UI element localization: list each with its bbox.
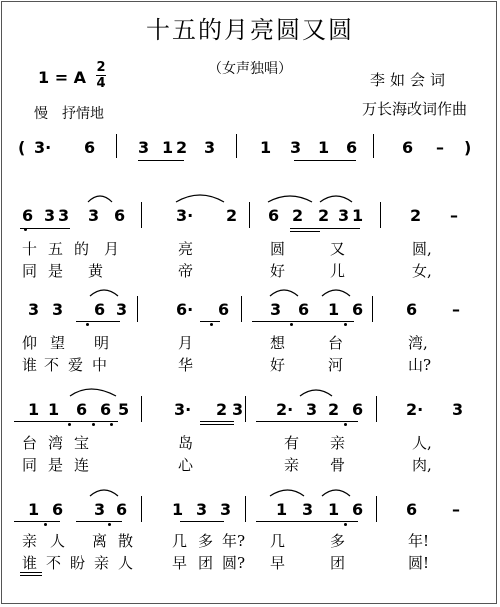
lyric: 湾, <box>408 334 428 352</box>
lyric: 台 <box>328 334 344 352</box>
lyric: 山? <box>408 356 432 374</box>
lyric: 亲 <box>22 532 38 550</box>
underline-beam <box>256 421 358 422</box>
note: 5 <box>118 400 130 419</box>
system-4-lyrics-verse-2 <box>12 552 488 570</box>
note: 3 <box>338 206 350 225</box>
note: 3 <box>306 400 318 419</box>
lyric: 黄 <box>88 262 104 280</box>
underline-beam <box>200 421 234 422</box>
lyric: 岛 <box>178 434 194 452</box>
lyric: 心 <box>178 456 194 474</box>
key-signature: 1 = A <box>38 68 87 87</box>
lyric: 早 <box>172 554 188 572</box>
intro-note: 3 <box>290 138 302 157</box>
lyric: 帝 <box>178 262 194 280</box>
note: 6 <box>406 500 418 519</box>
note: 2 <box>410 206 422 225</box>
barline <box>236 134 237 158</box>
intro-note: 6 <box>346 138 358 157</box>
note: 3 <box>52 300 64 319</box>
lyric: 谁 <box>22 554 38 572</box>
lyric: 人 <box>118 554 134 572</box>
system-4-notes <box>12 500 488 520</box>
lyric: 早 <box>270 554 286 572</box>
note: 1 <box>172 500 184 519</box>
intro-note: 2 <box>176 138 188 157</box>
note: 2 <box>226 206 238 225</box>
note: 1 <box>328 500 340 519</box>
low-octave-dot <box>344 523 347 526</box>
lyric: 想 <box>270 334 286 352</box>
performance-note: （女声独唱） <box>208 61 292 77</box>
lyric: 宝 <box>74 434 90 452</box>
note: 3 <box>44 206 56 225</box>
note: 2 <box>216 400 228 419</box>
barline <box>141 496 142 522</box>
low-octave-dot <box>210 323 213 326</box>
barline <box>376 496 377 522</box>
underline-beam <box>200 424 234 425</box>
note: 6 <box>116 500 128 519</box>
system-2-lyrics-verse-2 <box>12 354 488 372</box>
note: 6 <box>114 206 126 225</box>
note: 6 <box>268 206 280 225</box>
note: 3 <box>220 500 232 519</box>
lyric: 湾 <box>48 434 64 452</box>
low-octave-dot <box>92 423 95 426</box>
time-signature-bottom: 4 <box>96 76 106 91</box>
time-signature-top: 2 <box>96 60 106 75</box>
lyric: 明 <box>94 334 110 352</box>
lyric: 是 <box>48 262 64 280</box>
lyric-underline <box>20 572 42 573</box>
note: 1 <box>48 400 60 419</box>
song-title: 十五的月亮圆又圆 <box>146 16 354 44</box>
lyric: 华 <box>178 356 194 374</box>
lyric: 女, <box>412 262 432 280</box>
note: 6 <box>352 400 364 419</box>
note: 3· <box>174 400 192 419</box>
underline-beam <box>76 521 122 522</box>
system-3-lyrics-verse-2 <box>12 454 488 472</box>
intro-note: 1 <box>318 138 330 157</box>
lyric: 亲 <box>94 554 110 572</box>
lyric: 团 <box>198 554 214 572</box>
note: – <box>452 300 460 319</box>
lyric: 几 <box>270 532 286 550</box>
system-1-lyrics-verse-2 <box>12 260 488 278</box>
barline <box>116 134 117 158</box>
note: 6 <box>100 400 112 419</box>
note: 6· <box>176 300 194 319</box>
lyric: 多 <box>198 532 214 550</box>
system-4-lyrics-verse-1 <box>12 530 488 548</box>
barline <box>141 396 142 422</box>
note: 3 <box>58 206 70 225</box>
system-3-notes <box>12 400 488 420</box>
note: 1 <box>328 300 340 319</box>
low-octave-dot <box>68 423 71 426</box>
lyric: 又 <box>330 240 346 258</box>
lyric: 好 <box>270 262 286 280</box>
note: 2 <box>318 206 330 225</box>
low-octave-dot <box>344 423 347 426</box>
lyric: 亲 <box>330 434 346 452</box>
lyric: 是 <box>48 456 64 474</box>
lyric: 仰 <box>22 334 38 352</box>
note: 1 <box>352 206 364 225</box>
note: – <box>450 206 458 225</box>
note: 2 <box>292 206 304 225</box>
barline <box>380 202 381 228</box>
intro-note: 3 <box>204 138 216 157</box>
low-octave-dot <box>108 523 111 526</box>
barline <box>249 202 250 228</box>
intro-note: 1 <box>162 138 174 157</box>
lyric: 多 <box>330 532 346 550</box>
lyric: 台 <box>22 434 38 452</box>
lyric: 圆? <box>222 554 246 572</box>
lyric: 人, <box>412 434 432 452</box>
note: 6 <box>352 500 364 519</box>
underline-beam <box>180 521 224 522</box>
note: 3 <box>116 300 128 319</box>
note: 6 <box>352 300 364 319</box>
note: 3 <box>452 400 464 419</box>
lyric: 肉, <box>412 456 432 474</box>
lyric: 连 <box>74 456 90 474</box>
lyric: 年? <box>222 532 246 550</box>
low-octave-dot <box>44 523 47 526</box>
intro-note: 1 <box>260 138 272 157</box>
lyric: 同 <box>22 262 38 280</box>
note: 1 <box>28 400 40 419</box>
lyric: 亲 <box>284 456 300 474</box>
underline-beam <box>20 228 70 229</box>
note: 6 <box>218 300 230 319</box>
underline-beam <box>256 521 358 522</box>
underline-beam <box>76 321 120 322</box>
note: 1 <box>28 500 40 519</box>
note: 3· <box>176 206 194 225</box>
barline <box>141 202 142 228</box>
barline <box>372 296 373 322</box>
note: 6 <box>298 300 310 319</box>
lyric: 团 <box>330 554 346 572</box>
intro-note: 6 <box>84 138 96 157</box>
intro-note: 3· <box>34 138 52 157</box>
barline <box>376 396 377 422</box>
intro-note: 6 <box>402 138 414 157</box>
note: 6 <box>94 300 106 319</box>
note: 3 <box>88 206 100 225</box>
lyric: 骨 <box>330 456 346 474</box>
low-octave-dot <box>290 323 293 326</box>
lyric: 盼 <box>70 554 86 572</box>
underline-beam <box>294 160 356 161</box>
lyric: 亮 <box>178 240 194 258</box>
intro-note: – <box>436 138 444 157</box>
lyric: 的 <box>74 240 90 258</box>
lyric: 圆, <box>412 240 432 258</box>
lyric: 望 <box>50 334 66 352</box>
note: 2· <box>406 400 424 419</box>
lyric: 年! <box>408 532 430 550</box>
note: 6 <box>52 500 64 519</box>
barline <box>241 296 242 322</box>
lyric: 不 <box>46 554 62 572</box>
lyric: 散 <box>118 532 134 550</box>
lyric: 儿 <box>330 262 346 280</box>
underline-beam <box>252 321 354 322</box>
lyric: 人 <box>50 532 66 550</box>
lyric: 月 <box>178 334 194 352</box>
note: 3 <box>28 300 40 319</box>
note: 3 <box>270 300 282 319</box>
note: 2 <box>328 400 340 419</box>
note: 3 <box>94 500 106 519</box>
note: 3 <box>196 500 208 519</box>
underline-beam <box>290 228 360 229</box>
note: – <box>452 500 460 519</box>
lyricist-credit: 李如会词 <box>370 71 451 89</box>
barline <box>373 134 374 158</box>
barline <box>245 496 246 522</box>
note: 2· <box>276 400 294 419</box>
lyric: 谁 <box>22 356 38 374</box>
intro-note: 3 <box>138 138 150 157</box>
lyric: 月 <box>104 240 120 258</box>
tempo-marking: 慢 抒情地 <box>34 106 104 122</box>
note: 6 <box>76 400 88 419</box>
lyric: 十 <box>22 240 38 258</box>
underline-beam <box>14 421 118 422</box>
underline-beam <box>14 521 60 522</box>
system-1-lyrics-verse-1 <box>12 238 488 256</box>
lyric-underline <box>20 575 42 576</box>
intro-notes <box>12 138 488 158</box>
system-2-lyrics-verse-1 <box>12 332 488 350</box>
lyric: 中 <box>92 356 108 374</box>
lyric: 离 <box>92 532 108 550</box>
note: 6 <box>22 206 34 225</box>
lyric: 圆 <box>270 240 286 258</box>
low-octave-dot <box>86 323 89 326</box>
intro-note: ) <box>464 138 472 157</box>
barline <box>137 296 138 322</box>
lyric: 好 <box>270 356 286 374</box>
intro-note: ( <box>18 138 26 157</box>
note: 3 <box>232 400 244 419</box>
low-octave-dot <box>110 423 113 426</box>
note: 1 <box>276 500 288 519</box>
underline-beam <box>138 160 184 161</box>
lyric: 不 <box>44 356 60 374</box>
system-1-notes <box>12 206 488 226</box>
lyric: 五 <box>48 240 64 258</box>
underline-beam <box>290 231 320 232</box>
system-3-lyrics-verse-1 <box>12 432 488 450</box>
lyric: 同 <box>22 456 38 474</box>
time-signature <box>96 60 106 91</box>
note: 3 <box>302 500 314 519</box>
lyric: 几 <box>172 532 188 550</box>
lyric: 爱 <box>68 356 84 374</box>
underline-beam <box>200 321 220 322</box>
system-2-notes <box>12 300 488 320</box>
lyric: 圆! <box>408 554 430 572</box>
lyric: 有 <box>284 434 300 452</box>
barline <box>245 396 246 422</box>
composer-credit: 万长海改词作曲 <box>362 100 468 118</box>
low-octave-dot <box>344 323 347 326</box>
lyric: 河 <box>328 356 344 374</box>
note: 6 <box>406 300 418 319</box>
